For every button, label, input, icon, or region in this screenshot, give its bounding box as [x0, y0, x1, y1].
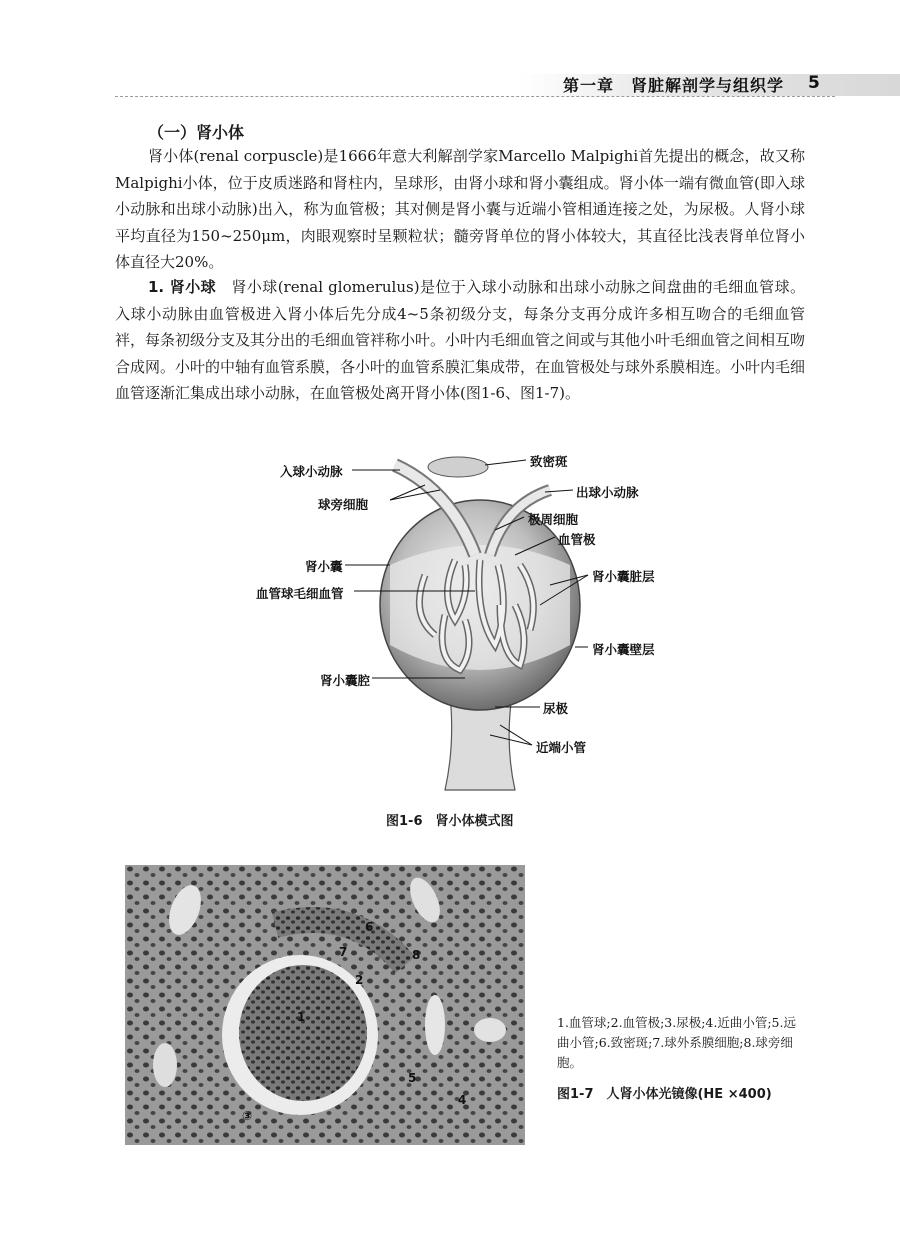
marker-2: 2	[355, 973, 364, 987]
marker-1: 1	[297, 1010, 306, 1024]
label-juxtaglomerular-cells: 球旁细胞	[318, 497, 369, 512]
label-afferent-arteriole: 入球小动脉	[280, 464, 343, 479]
label-vascular-pole: 血管极	[558, 532, 596, 547]
figure-1-7-caption: 图1-7 人肾小体光镜像(HE ×400)	[557, 1087, 772, 1102]
glomerulus-term: 1. 肾小球	[148, 278, 217, 296]
label-peripolar-cells: 极周细胞	[528, 512, 579, 527]
label-parietal-layer: 肾小囊壁层	[592, 642, 655, 657]
paragraph-glomerulus	[115, 274, 805, 407]
header-divider	[115, 96, 835, 97]
figure-1-6-caption: 图1-6 肾小体模式图	[386, 814, 514, 829]
paragraph-renal-corpuscle: 肾小体(renal corpuscle)是1666年意大利解剖学家Marcello Malpighi首先提出的概念，故又称Malpighi小体，位于皮质迷路和肾柱内，呈球形，由肾小球和肾小囊组成。肾小体一端有微血管(即入球小动脉和出球小动脉)出入，称为血管极；其对侧是肾小囊与近端小管相通连接之处，为尿极。人肾小球平均直径为150~250μm，肉眼观察时呈颗粒状；髓旁肾单位的肾小体较大，其直径比浅表肾单位肾小体直径大20%。	[115, 147, 805, 271]
label-glomerular-capillary: 血管球毛细血管	[256, 586, 344, 601]
marker-8: 8	[412, 948, 421, 962]
label-capsular-space: 肾小囊腔	[320, 673, 371, 688]
label-urinary-pole: 尿极	[543, 701, 569, 716]
glomerulus-body: 肾小球(renal glomerulus)是位于入球小动脉和出球小动脉之间盘曲的毛细血管球。入球小动脉由血管极进入肾小体后先分成4~5条初级分支，每条分支再分成许多相互吻合的毛细血管袢，每条初级分支及其分出的毛细血管袢称小叶。小叶内毛细血管之间或与其他小叶毛细血管之间相互吻合成网。小叶的中轴有血管系膜，各小叶的血管系膜汇集成带，在血管极处与球外系膜相连。小叶内毛细血管逐渐汇集成出球小动脉，在血管极处离开肾小体(图1-6、图1-7)。	[115, 278, 806, 402]
light-micrograph	[125, 865, 525, 1145]
label-macula-densa: 致密斑	[530, 454, 568, 469]
label-efferent-arteriole: 出球小动脉	[576, 485, 639, 500]
label-renal-capsule: 肾小囊	[305, 559, 343, 574]
macula-densa-shape	[428, 457, 488, 477]
chapter-title: 第一章 肾脏解剖学与组织学	[563, 76, 785, 95]
marker-4: 4	[458, 1093, 467, 1107]
label-proximal-tubule: 近端小管	[536, 740, 587, 755]
marker-6: 6	[365, 920, 374, 934]
marker-3: ③	[242, 1109, 253, 1123]
marker-5: 5	[408, 1071, 417, 1085]
label-visceral-layer: 肾小囊脏层	[592, 569, 655, 584]
marker-7: 7	[339, 945, 348, 959]
figure-1-7-legend: 1.血管球;2.血管极;3.尿极;4.近曲小管;5.远曲小管;6.致密斑;7.球外系膜细胞;8.球旁细胞。	[557, 1015, 796, 1070]
page-number: 5	[808, 73, 820, 93]
renal-corpuscle-diagram	[250, 445, 670, 795]
section-heading: （一）肾小体	[148, 123, 245, 142]
